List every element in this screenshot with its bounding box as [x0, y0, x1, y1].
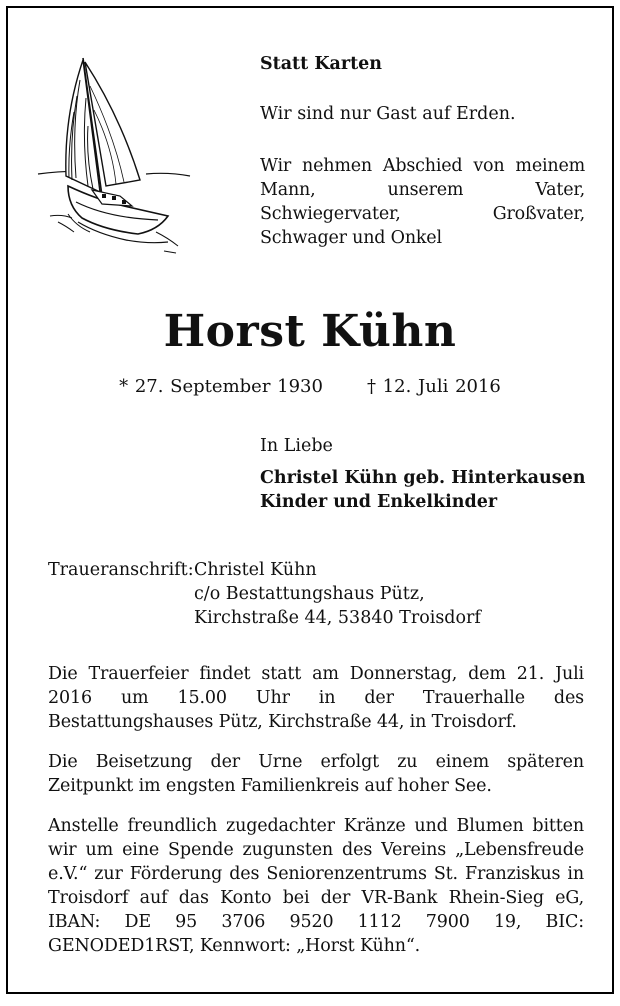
life-dates	[8, 374, 612, 400]
address-line-1: Christel Kühn	[194, 560, 317, 580]
sailboat-icon	[28, 46, 198, 258]
address-label: Traueranschrift:	[48, 560, 194, 580]
header-block	[260, 52, 585, 250]
address-block	[48, 558, 588, 630]
deceased-name: Horst Kühn	[163, 306, 457, 357]
statt-karten-heading: Statt Karten	[260, 54, 383, 74]
address-line-3: Kirchstraße 44, 53840 Troisdorf	[194, 608, 481, 628]
birth-date: * 27. September 1930	[119, 376, 323, 397]
motto-text: Wir sind nur Gast auf Erden.	[260, 104, 516, 124]
mourners-block	[260, 434, 600, 514]
farewell-text: Wir nehmen Abschied von meinem Mann, unserem Vater, Schwiegervater, Großvater, Schwager und Onkel	[260, 156, 585, 248]
obituary-card	[6, 6, 614, 994]
burial-paragraph: Die Beisetzung der Urne erfolgt zu einem späteren Zeitpunkt im engsten Familienkreis auf hoher See.	[48, 752, 584, 796]
death-date: † 12. Juli 2016	[366, 376, 501, 397]
address-line-2: c/o Bestattungshaus Pütz,	[194, 584, 425, 604]
mourner-line-2: Kinder und Enkelkinder	[260, 492, 498, 512]
mourner-line-1: Christel Kühn geb. Hinterkausen	[260, 468, 586, 488]
mourners-lead: In Liebe	[260, 436, 333, 456]
donation-paragraph: Anstelle freundlich zugedachter Kränze und Blumen bitten wir um eine Spende zugunsten des Vereins „Lebensfreude e.V.“ zur Förderung des Seniorenzentrums St. Franziskus in Troisdorf auf das Konto bei der VR-Bank Rhein-Sieg eG, IBAN: DE 95 3706 9520 1112 7900 19, BIC: GENODED1RST, Kennwort: „Horst Kühn“.	[48, 816, 584, 956]
ceremony-paragraph: Die Trauerfeier findet statt am Donnerstag, dem 21. Juli 2016 um 15.00 Uhr in der Trauerhalle des Bestattungshauses Pütz, Kirchstraße 44, in Troisdorf.	[48, 664, 584, 732]
